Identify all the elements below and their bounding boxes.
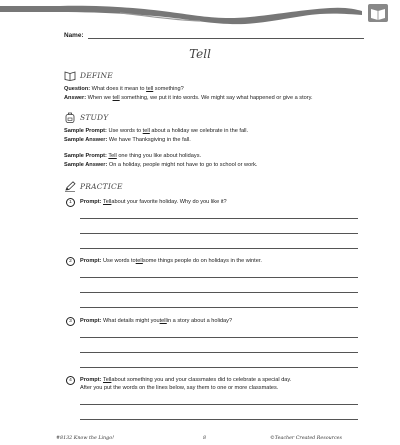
study-heading (64, 111, 108, 123)
prompt-post: about your favorite holiday. Why do you like it? (111, 199, 227, 205)
practice-heading (64, 180, 123, 192)
prompt-pre: Use words to (103, 258, 136, 264)
practice-question-3 (66, 317, 232, 326)
prompt-post: about something you and your classmates did to celebrate a special day. (111, 377, 292, 383)
define-answer (64, 95, 313, 102)
prompt-continuation: After you put the words on the lines below, say them to one or more classmates. (80, 385, 279, 391)
prompt-label: Prompt: (80, 199, 102, 205)
question-label: Question: (64, 86, 91, 92)
answer-line[interactable] (80, 404, 358, 405)
prompt-label: Sample Prompt: (64, 153, 107, 159)
name-input-line[interactable] (88, 31, 364, 39)
answer-line[interactable] (80, 218, 358, 219)
prompt-pre: What details might you (103, 318, 160, 324)
answer-line[interactable] (80, 292, 358, 293)
answer-line[interactable] (80, 248, 358, 249)
answer-word: tell (112, 95, 120, 101)
question-number: 3 (66, 317, 75, 326)
question-number: 4 (66, 376, 75, 385)
answer-label: Answer: (64, 95, 87, 101)
define-question (64, 86, 184, 93)
answer-line[interactable] (80, 419, 358, 420)
answer-label: Sample Answer: (64, 137, 108, 143)
prompt-label: Prompt: (80, 377, 102, 383)
header-brush-stroke (0, 0, 400, 26)
name-label: Name: (64, 32, 84, 39)
prompt-label: Prompt: (80, 318, 102, 324)
page-title: Tell (189, 47, 211, 61)
practice-question-2 (66, 257, 262, 266)
prompt-label: Prompt: (80, 258, 102, 264)
answer-label: Sample Answer: (64, 162, 108, 168)
question-pre: What does it mean to (91, 86, 147, 92)
prompt-word: tell (159, 318, 167, 324)
answer-post: something, we put it into words. We might say what happened or give a story. (119, 95, 313, 101)
practice-question-1 (66, 198, 227, 207)
question-number: 1 (66, 198, 75, 207)
footer-page-number: 8 (203, 436, 207, 441)
backpack-icon (64, 112, 76, 123)
open-book-icon (368, 4, 388, 22)
answer-pre: When we (87, 95, 113, 101)
practice-question-4 (66, 376, 291, 385)
prompt-word: Tell (108, 153, 117, 159)
name-field (64, 27, 364, 39)
answer-line[interactable] (80, 233, 358, 234)
question-number: 2 (66, 257, 75, 266)
answer-line[interactable] (80, 367, 358, 368)
define-heading (64, 69, 113, 81)
practice-label: PRACTICE (80, 181, 123, 191)
study-answer-2 (64, 162, 257, 169)
prompt-word: Tell (103, 377, 112, 383)
question-word: tell (146, 86, 154, 92)
prompt-word: Tell (103, 199, 112, 205)
prompt-word: tell (135, 258, 143, 264)
answer-text: We have Thanksgiving in the fall. (108, 137, 191, 143)
answer-line[interactable] (80, 352, 358, 353)
prompt-post: some things people do on holidays in the winter. (142, 258, 262, 264)
define-label: DEFINE (80, 70, 113, 80)
prompt-post: about a holiday we celebrate in the fall. (149, 128, 249, 134)
study-prompt-2 (64, 153, 201, 160)
book-icon (64, 70, 76, 81)
answer-text: On a holiday, people might not have to go to school or work. (108, 162, 258, 168)
prompt-post: in a story about a holiday? (166, 318, 233, 324)
footer-book-title: #8132 Know the Lingo! (56, 436, 115, 441)
pencil-icon (64, 181, 76, 192)
footer-publisher: ©Teacher Created Resources (270, 436, 342, 441)
prompt-pre: Use words to (108, 128, 143, 134)
prompt-word: tell (142, 128, 150, 134)
study-answer-1 (64, 137, 191, 144)
prompt-post: one thing you like about holidays. (116, 153, 202, 159)
study-prompt-1 (64, 128, 248, 135)
answer-line[interactable] (80, 337, 358, 338)
answer-line[interactable] (80, 307, 358, 308)
study-label: STUDY (80, 112, 109, 122)
prompt-label: Sample Prompt: (64, 128, 107, 134)
answer-line[interactable] (80, 277, 358, 278)
question-post: something? (153, 86, 184, 92)
